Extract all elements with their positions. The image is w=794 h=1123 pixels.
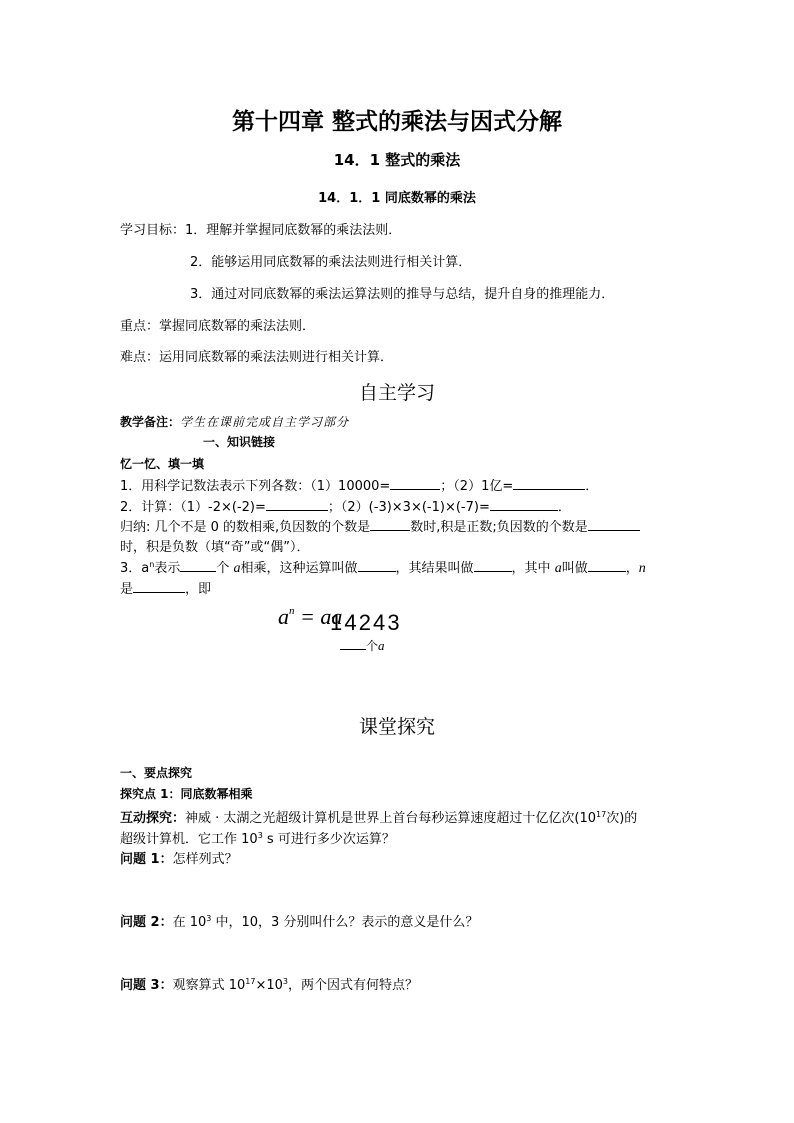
q3-text-a: 3．a — [120, 561, 150, 576]
question-3-line-2 — [120, 578, 211, 597]
interact-text-2: 次)的 — [606, 811, 638, 826]
q3-blank-2[interactable] — [358, 559, 396, 572]
explore-point-1: 探究点 1：同底数幂相乘 — [120, 787, 253, 801]
knowledge-link-heading: 一、知识链接 — [203, 435, 276, 449]
interact-sup-2: 3 — [257, 831, 263, 840]
difficulty-label: 难点： — [120, 350, 160, 365]
problem-2-text-b: 中，10，3 分别叫什么？表示的意义是什么？ — [211, 915, 479, 930]
objective-2: 2．能够运用同底数幂的乘法法则进行相关计算． — [190, 255, 472, 270]
summary-blank-1[interactable] — [370, 518, 410, 531]
question-2 — [120, 496, 571, 515]
q3-text-f: ，其中 — [511, 561, 551, 576]
interact-text: 神威 · 太湖之光超级计算机是世界上首台每秒运算速度超过十亿亿次(10 — [185, 811, 597, 826]
objectives-label: 学习目标： — [120, 223, 186, 238]
q1-blank-2[interactable] — [513, 477, 585, 490]
key-point-label: 重点： — [120, 319, 160, 334]
q1-text-b: ；（2）1亿= — [440, 479, 514, 494]
self-study-heading: 自主学习 — [358, 382, 435, 404]
question-3 — [120, 557, 646, 577]
q2-text-c: ． — [557, 500, 571, 515]
recall-heading: 忆一忆、填一填 — [120, 457, 205, 471]
problem-3-text-c: ，两个因式有何特点？ — [287, 978, 418, 993]
problem-2-text-a: 在 10 — [172, 915, 207, 930]
problem-3-text-a: 观察算式 10 — [172, 978, 246, 993]
q3-var-a: a — [233, 561, 241, 576]
summary-line-1 — [120, 516, 640, 535]
summary-blank-2[interactable] — [588, 518, 640, 531]
chapter-title: 第十四章 整式的乘法与因式分解 — [231, 109, 562, 135]
q3-text-e: ，其结果叫做 — [395, 561, 474, 576]
summary-text-b: 数时,积是正数;负因数的个数是 — [410, 520, 588, 535]
difficulty — [120, 346, 393, 365]
q2-blank-1[interactable] — [266, 498, 328, 511]
difficulty-text: 运用同底数幂的乘法法则进行相关计算． — [159, 350, 394, 365]
q3-blank-1[interactable] — [180, 559, 216, 572]
note-text: 学生在课前完成自主学习部分 — [180, 415, 350, 429]
formula-under-label — [340, 637, 385, 654]
formula-base: a — [278, 604, 289, 629]
interactive-exploration-line-2 — [120, 828, 395, 847]
subsection-title: 14．1．1 同底数幂的乘法 — [318, 191, 476, 206]
problem-1-text: 怎样列式？ — [172, 852, 238, 867]
key-point-text: 掌握同底数幂的乘法法则． — [159, 319, 316, 334]
formula-eq: = aa — [294, 604, 343, 629]
under-var-a: a — [378, 638, 385, 653]
under-blank[interactable] — [340, 639, 366, 650]
q3-var-a-2: a — [554, 561, 562, 576]
formula-brace-glyphs: 1 4 2 4 3 — [330, 610, 398, 635]
problem-3-label: 问题 3： — [120, 978, 173, 993]
formula-exp: n — [289, 605, 295, 617]
teaching-note — [120, 413, 349, 430]
q3-text-h: ， — [625, 561, 639, 576]
objective-3: 3．通过对同底数幂的乘法运算法则的推导与总结，提升自身的推理能力． — [190, 287, 615, 302]
problem-1 — [120, 848, 238, 867]
q3-text-g: 叫做 — [561, 561, 588, 576]
q3-text-c: 个 — [216, 561, 230, 576]
problem-3-sup-2: 3 — [282, 977, 288, 986]
note-label: 教学备注： — [120, 415, 181, 429]
interact-line2-b: s 可进行多少次运算？ — [262, 832, 395, 847]
problem-1-label: 问题 1： — [120, 852, 173, 867]
problem-2-label: 问题 2： — [120, 915, 173, 930]
summary-text-a: 归纳: 几个不是 0 的数相乘,负因数的个数是 — [120, 520, 371, 535]
q3-sup: n — [149, 560, 155, 569]
key-point — [120, 315, 315, 334]
q3-var-n: n — [638, 561, 646, 576]
problem-3 — [120, 974, 418, 993]
q3-text-i: 是 — [120, 582, 134, 597]
problem-2 — [120, 911, 478, 930]
q3-text-d: 相乘，这种运算叫做 — [240, 561, 358, 576]
objective-1-text: 1．理解并掌握同底数幂的乘法法则． — [185, 223, 402, 238]
part-1-heading: 一、要点探究 — [120, 766, 193, 780]
q2-blank-2[interactable] — [490, 498, 558, 511]
interact-label: 互动探究： — [120, 811, 186, 826]
q3-blank-5[interactable] — [133, 580, 185, 593]
interact-sup: 17 — [596, 810, 607, 819]
q3-blank-3[interactable] — [474, 559, 512, 572]
question-1 — [120, 475, 598, 494]
q1-text-a: 1．用科学记数法表示下列各数：（1）10000= — [120, 479, 391, 494]
interact-line2-a: 超级计算机．它工作 10 — [120, 832, 258, 847]
objective-1 — [120, 219, 401, 238]
problem-2-sup: 3 — [206, 914, 212, 923]
under-label-text: 个 — [366, 639, 379, 653]
q3-blank-4[interactable] — [588, 559, 626, 572]
summary-line-2: 时，积是负数（填“奇”或“偶”）． — [120, 540, 310, 555]
q3-text-b: 表示 — [154, 561, 181, 576]
problem-3-text-b: ×10 — [255, 978, 283, 993]
q1-blank-1[interactable] — [390, 477, 440, 490]
q2-text-a: 2．计算：（1）-2×(-2)= — [120, 500, 266, 515]
problem-3-sup-1: 17 — [245, 977, 256, 986]
section-title: 14．1 整式的乘法 — [333, 151, 461, 169]
q2-text-b: ；（2）(-3)×3×(-1)×(-7)= — [327, 500, 490, 515]
q3-text-j: ，即 — [185, 582, 212, 597]
interactive-exploration — [120, 807, 637, 826]
class-explore-heading: 课堂探究 — [358, 716, 435, 738]
q1-text-c: ． — [585, 479, 599, 494]
